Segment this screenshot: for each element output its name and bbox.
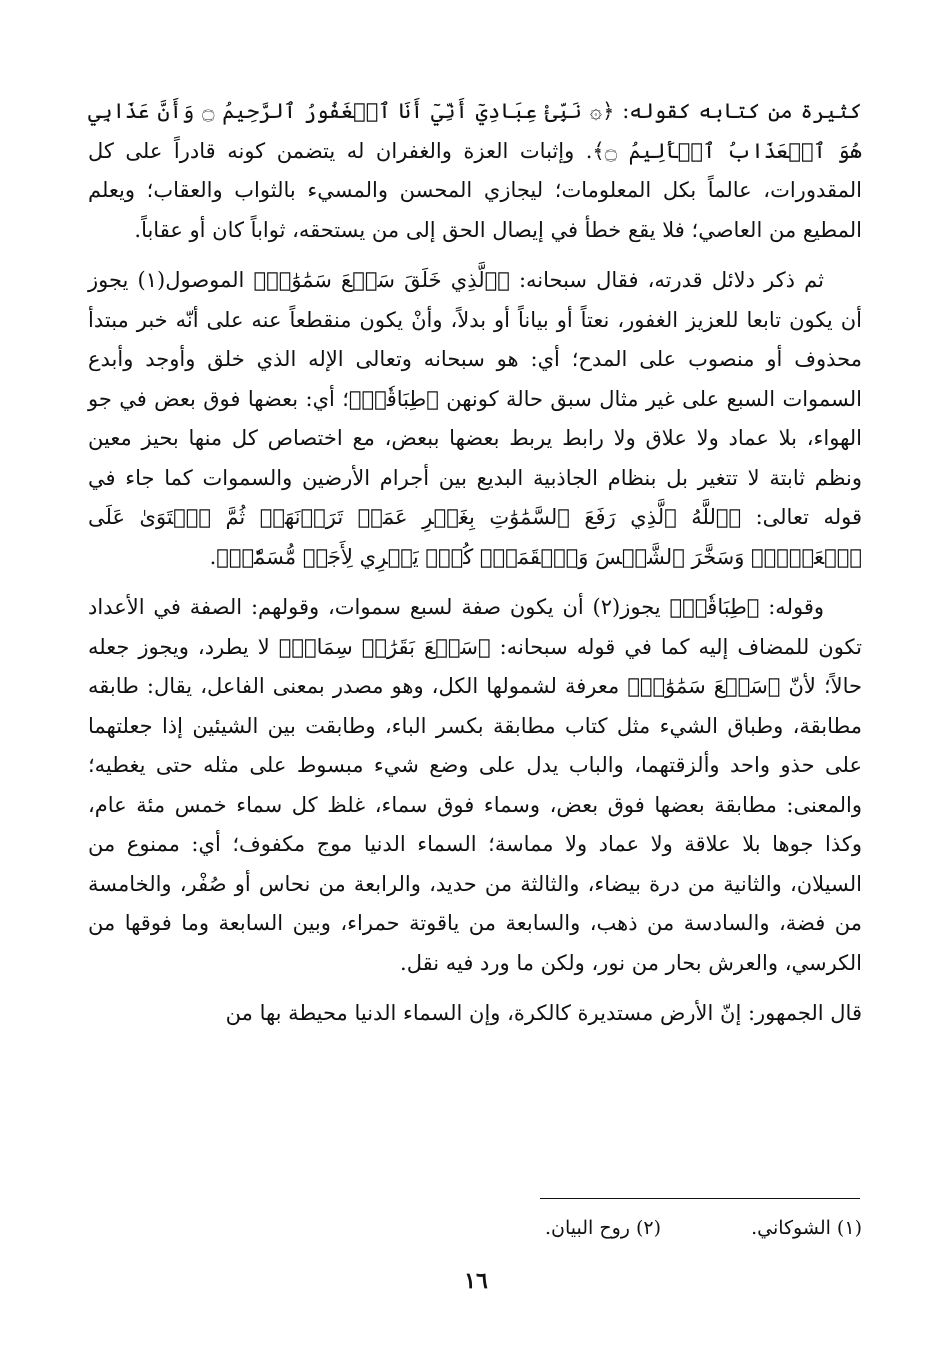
page-number: ١٦ — [464, 1268, 488, 1294]
footnote-divider — [540, 1198, 860, 1199]
paragraph-1: كثيرة من كتابه كقوله: ﴿۞ نَبِّئْ عِبَادِيٓ أَنِّيٓ أَنَا ٱلۡغَفُورُ ٱلرَّحِيمُ ۝ وَأَنَّ عَذَابِي هُوَ ٱلۡعَذَابُ ٱلۡأَلِيمُ ۝﴾. وإثبات العزة والغفران له يتضمن كونه قادراً على كل المقدورات، عالماً بكل المعلومات؛ ليجازي المحسن والمسيء بالثواب والعقاب؛ ويعلم المطيع من العاصي؛ فلا يقع خطأ في إيصال الحق إلى من يستحقه، ثواباً كان أو عقاباً. — [88, 99, 862, 242]
paragraph-4: قال الجمهور: إنّ الأرض مستديرة كالكرة، وإن السماء الدنيا محيطة بها من — [225, 1001, 862, 1025]
footnotes — [300, 1214, 862, 1242]
footnote-1: (١) الشوكاني. — [751, 1217, 862, 1239]
main-text — [88, 92, 862, 1045]
footnote-2: (٢) روح البيان. — [544, 1217, 662, 1239]
paragraph-3: وقوله: ﴿طِبَاقٗاۖ﴾ يجوز(٢) أن يكون صفة لسبع سموات، وقولهم: الصفة في الأعداد تكون للمضاف إليه كما في قوله سبحانه: ﴿سَبۡعَ بَقَرَٰتٖ سِمَانٖ﴾ لا يطرد، ويجوز جعله حالاً؛ لأنّ ﴿سَبۡعَ سَمَٰوَٰتٖ﴾ معرفة لشمولها الكل، وهو مصدر بمعنى الفاعل، يقال: طابقه مطابقة، وطباق الشيء مثل كتاب مطابقة بكسر الباء، وطابقت بين الشيئين إذا جعلتهما على حذو واحد وألزقتهما، والباب يدل على وضع شيء مبسوط على مثله حتى يغطيه؛ والمعنى: مطابقة بعضها فوق بعض، وسماء فوق سماء، غلظ كل سماء خمس مئة عام، وكذا جوها بلا علاقة ولا عماد ولا مماسة؛ السماء الدنيا موج مكفوف؛ أي: ممنوع من السيلان، والثانية من درة بيضاء، والثالثة من حديد، والرابعة من نحاس أو صُفْر، والخامسة من فضة، والسادسة من ذهب، والسابعة من ياقوتة حمراء، وبين السابعة وما فوقها من الكرسي، والعرش بحار من نور، ولكن ما ورد فيه نقل. — [88, 595, 862, 975]
paragraph-2: ثم ذكر دلائل قدرته، فقال سبحانه: ﴿ٱلَّذِي خَلَقَ سَبۡعَ سَمَٰوَٰتٖ﴾ الموصول(١) يجوز أن يكون تابعا للعزيز الغفور، نعتاً أو بياناً أو بدلاً، وأنْ يكون منقطعاً عنه على أنّه خبر مبتدأ محذوف أو منصوب على المدح؛ أي: هو سبحانه وتعالى الإله الذي خلق وأوجد وأبدع السموات السبع على غير مثال سبق حالة كونهن ﴿طِبَاقٗاۖ﴾؛ أي: بعضها فوق بعض في جو الهواء، بلا عماد ولا علاق ولا رابط يربط بعضها ببعض، مع اختصاص كل منها بحيز معين ونظم ثابتة لا تتغير بل بنظام الجاذبية البديع بين أجرام الأرضين والسموات كما جاء في قوله تعالى: ﴿ٱللَّهُ ٱلَّذِي رَفَعَ ٱلسَّمَٰوَٰتِ بِغَيۡرِ عَمَدٖ تَرَوۡنَهَاۖ ثُمَّ ٱسۡتَوَىٰ عَلَى ٱلۡعَرۡشِۖ وَسَخَّرَ ٱلشَّمۡسَ وَٱلۡقَمَرَۖ كُلّٞ يَجۡرِي لِأَجَلٖ مُّسَمّٗىۚ﴾. — [88, 268, 862, 569]
